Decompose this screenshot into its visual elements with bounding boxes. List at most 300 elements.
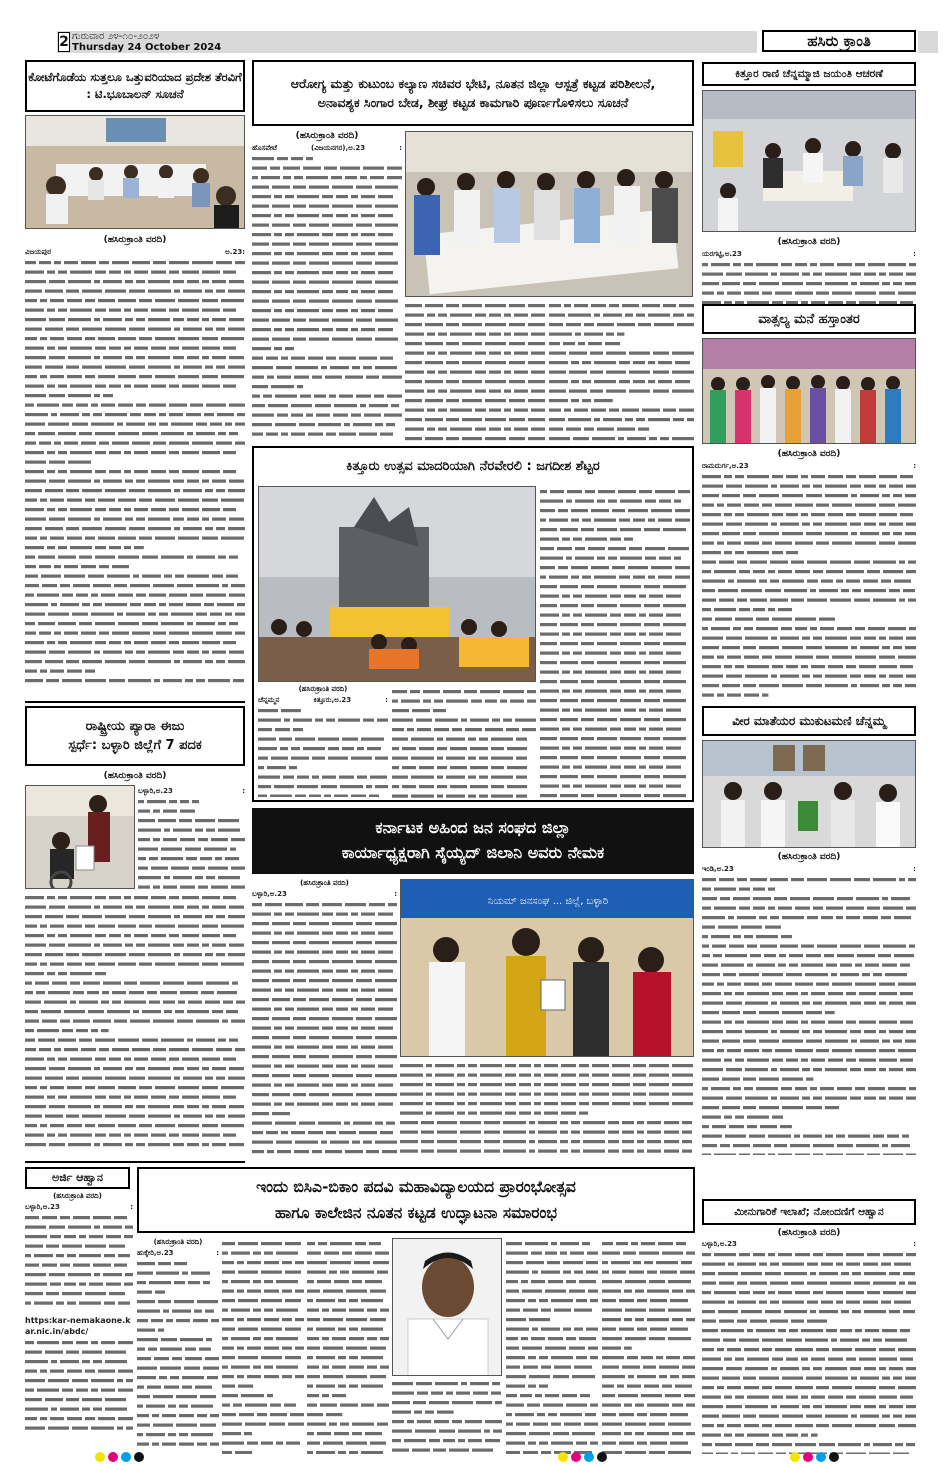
text-line-segment: [293, 186, 306, 189]
text-line-segment: [187, 1105, 199, 1108]
text-line-segment: [625, 1423, 646, 1426]
text-line-segment: [531, 1280, 545, 1283]
text-line-segment: [178, 499, 199, 502]
text-line-segment: [204, 848, 227, 851]
text-line-segment: [560, 661, 578, 664]
text-line-segment: [380, 1337, 389, 1340]
text-line-segment: [25, 963, 37, 966]
text-line-segment: [322, 214, 333, 217]
text-line-segment: [375, 224, 398, 227]
text-line-segment: [702, 675, 723, 678]
text-line-segment: [58, 470, 67, 473]
text-line-segment: [666, 671, 681, 674]
text-line-segment: [137, 1310, 160, 1313]
text-line-segment: [581, 528, 594, 531]
text-line-segment: [48, 613, 69, 616]
text-line-segment: [762, 1386, 772, 1389]
text-line-segment: [775, 1386, 792, 1389]
text-line-segment: [898, 1424, 916, 1427]
text-line-segment: [202, 318, 209, 321]
text-line-segment: [828, 992, 843, 995]
text-line-segment: [744, 983, 759, 986]
text-line-segment: [342, 747, 354, 750]
text-line-segment: [193, 1319, 208, 1322]
text-line-segment: [129, 366, 145, 369]
text-line-segment: [68, 518, 91, 521]
text-line-segment: [802, 637, 810, 640]
text-line-segment: [307, 1309, 319, 1312]
jana-sangha-body-a: [252, 890, 397, 1158]
text-line-segment: [836, 580, 843, 583]
text-line-segment: [702, 551, 721, 554]
text-line-segment: [222, 1375, 234, 1378]
text-line-segment: [711, 263, 730, 266]
text-line-segment: [322, 328, 333, 331]
text-line-segment: [359, 433, 377, 436]
text-line-segment: [202, 309, 220, 312]
text-line-segment: [129, 290, 145, 293]
text-line-segment: [608, 1131, 619, 1134]
text-line-segment: [702, 618, 712, 621]
text-line-segment: [581, 642, 594, 645]
text-line-segment: [312, 1150, 322, 1153]
text-line-segment: [639, 614, 646, 617]
text-line-segment: [318, 738, 339, 741]
text-line-segment: [85, 537, 95, 540]
text-line-segment: [675, 576, 690, 579]
text-line-segment: [594, 361, 616, 364]
text-line-segment: [739, 1291, 750, 1294]
text-line-segment: [52, 982, 67, 985]
text-line-segment: [252, 271, 271, 274]
text-line-segment: [768, 1253, 775, 1256]
text-line-segment: [136, 480, 145, 483]
text-line-segment: [160, 1348, 182, 1351]
text-line-segment: [649, 633, 663, 636]
text-line-segment: [826, 907, 843, 910]
text-line-segment: [417, 1420, 431, 1423]
text-line-segment: [775, 656, 792, 659]
text-line-segment: [336, 252, 348, 255]
text-line-segment: [202, 1134, 220, 1137]
text-line-segment: [252, 1027, 271, 1030]
text-line-segment: [285, 347, 294, 350]
text-line-segment: [791, 599, 804, 602]
text-line-segment: [155, 1291, 165, 1294]
text-line-segment: [702, 992, 721, 995]
text-line-segment: [807, 599, 827, 602]
text-line-segment: [182, 385, 199, 388]
text-line-segment: [282, 1318, 292, 1321]
text-line-segment: [281, 357, 288, 360]
text-line-segment: [597, 661, 617, 664]
text-line-segment: [806, 282, 822, 285]
text-line-segment: [421, 1121, 434, 1124]
text-line-segment: [564, 409, 571, 412]
text-line-segment: [854, 878, 870, 881]
text-line-segment: [435, 1102, 454, 1105]
text-line-segment: [169, 508, 179, 511]
text-line-segment: [67, 925, 82, 928]
text-line-segment: [435, 1074, 454, 1077]
text-line-segment: [702, 1377, 719, 1380]
text-line-segment: [624, 1404, 632, 1407]
text-line-segment: [549, 428, 563, 431]
text-line-segment: [807, 580, 818, 583]
text-line-segment: [900, 1059, 913, 1062]
text-line-segment: [174, 527, 180, 530]
text-line-segment: [285, 913, 294, 916]
text-line-segment: [795, 983, 813, 986]
text-line-segment: [124, 934, 131, 937]
text-line-segment: [34, 1254, 53, 1257]
text-line-segment: [94, 1105, 100, 1108]
text-line-segment: [91, 594, 98, 597]
text-line-segment: [744, 1348, 759, 1351]
text-line-segment: [720, 1144, 730, 1147]
text-line-segment: [38, 556, 55, 559]
text-line-segment: [370, 1318, 386, 1321]
text-line-segment: [846, 1301, 860, 1304]
text-line-segment: [263, 395, 272, 398]
text-line-segment: [375, 941, 397, 944]
text-line-segment: [293, 941, 306, 944]
text-line-segment: [825, 675, 847, 678]
text-line-segment: [780, 1030, 799, 1033]
text-line-segment: [64, 632, 78, 635]
text-line-segment: [727, 1049, 741, 1052]
text-line-segment: [356, 1055, 372, 1058]
text-line-segment: [726, 675, 742, 678]
text-line-segment: [597, 528, 617, 531]
text-line-segment: [620, 528, 641, 531]
text-line-segment: [188, 1001, 202, 1004]
text-line-segment: [612, 566, 625, 569]
text-line-segment: [889, 675, 903, 678]
text-line-segment: [351, 970, 358, 973]
college-body-c: [307, 1238, 389, 1454]
text-line-segment: [883, 570, 903, 573]
text-line-segment: [425, 323, 443, 326]
text-line-segment: [666, 652, 681, 655]
text-line-segment: [832, 983, 852, 986]
text-line-segment: [489, 333, 501, 336]
text-line-segment: [49, 394, 65, 397]
text-line-segment: [744, 627, 753, 630]
text-line-segment: [375, 366, 397, 369]
text-line-segment: [291, 404, 312, 407]
text-line-segment: [309, 186, 329, 189]
text-line-segment: [702, 916, 725, 919]
text-line-segment: [686, 1318, 695, 1321]
text-line-segment: [178, 1124, 199, 1127]
text-line-segment: [591, 509, 609, 512]
text-line-segment: [25, 499, 37, 502]
application-dateline: ಬಳ್ಳಾರಿ,ಅ.23 :: [25, 1203, 133, 1211]
text-line-segment: [169, 261, 189, 264]
text-line-segment: [58, 309, 67, 312]
text-line-segment: [309, 300, 329, 303]
text-line-segment: [70, 1001, 76, 1004]
text-line-segment: [191, 1272, 210, 1275]
text-line-segment: [346, 1442, 367, 1445]
text-line-segment: [188, 1281, 200, 1284]
text-line-segment: [492, 719, 500, 722]
text-line-segment: [894, 954, 914, 957]
text-line-segment: [229, 594, 245, 597]
text-line-segment: [741, 589, 762, 592]
text-line-segment: [563, 1271, 571, 1274]
text-line-segment: [503, 690, 524, 693]
text-line-segment: [252, 262, 269, 265]
text-line-segment: [855, 1424, 876, 1427]
text-line-segment: [782, 1377, 803, 1380]
text-line-segment: [370, 176, 384, 179]
text-line-segment: [881, 580, 891, 583]
text-line-segment: [221, 299, 244, 302]
text-line-segment: [294, 1150, 309, 1153]
text-line-segment: [228, 290, 245, 293]
text-line-segment: [369, 1242, 381, 1245]
text-line-segment: [218, 556, 226, 559]
text-line-segment: [811, 513, 825, 516]
text-line-segment: [392, 1430, 412, 1433]
text-line-segment: [610, 766, 621, 769]
text-line-segment: [505, 1112, 516, 1115]
text-line-segment: [739, 570, 750, 573]
text-line-segment: [786, 1339, 802, 1342]
text-line-segment: [762, 983, 772, 986]
text-line-segment: [663, 528, 686, 531]
text-line-segment: [231, 1020, 245, 1023]
text-line-segment: [194, 1310, 202, 1313]
text-line-segment: [202, 375, 218, 378]
text-line-segment: [592, 437, 615, 440]
text-line-segment: [571, 1131, 580, 1134]
text-line-segment: [166, 1319, 173, 1322]
kottur-dateline: ವಿಜಯಪುರ ಅ.23:: [25, 248, 245, 256]
text-line-segment: [461, 719, 467, 722]
text-line-segment: [169, 347, 179, 350]
text-line-segment: [252, 903, 262, 906]
text-line-segment: [905, 494, 916, 497]
text-line-segment: [40, 537, 47, 540]
text-line-segment: [882, 1329, 897, 1332]
text-line-segment: [142, 1010, 161, 1013]
college-body-e: [506, 1238, 598, 1454]
text-line-segment: [252, 281, 269, 284]
text-line-segment: [380, 1366, 389, 1369]
text-line-segment: [574, 409, 588, 412]
text-line-segment: [391, 404, 399, 407]
kottur-meeting-photo: [25, 115, 245, 229]
text-line-segment: [139, 963, 152, 966]
text-line-segment: [620, 775, 641, 778]
text-line-segment: [387, 176, 402, 179]
text-line-segment: [297, 385, 303, 388]
text-line-segment: [25, 413, 48, 416]
text-line-segment: [580, 1394, 590, 1397]
text-line-segment: [881, 1301, 891, 1304]
text-line-segment: [332, 300, 353, 303]
text-line-segment: [597, 718, 617, 721]
text-line-segment: [663, 304, 676, 307]
text-line-segment: [780, 945, 798, 948]
text-line-segment: [309, 319, 329, 322]
text-line-segment: [357, 747, 364, 750]
text-line-segment: [759, 1040, 779, 1043]
text-line-segment: [782, 494, 803, 497]
text-line-segment: [506, 1309, 520, 1312]
text-line-segment: [148, 1115, 171, 1118]
text-line-segment: [183, 1077, 202, 1080]
text-line-segment: [180, 1338, 203, 1341]
text-line-segment: [205, 1001, 220, 1004]
text-line-segment: [202, 641, 220, 644]
text-line-segment: [437, 738, 443, 741]
text-line-segment: [903, 1272, 915, 1275]
text-line-segment: [782, 1301, 804, 1304]
text-line-segment: [107, 575, 130, 578]
text-line-segment: [320, 1404, 337, 1407]
text-line-segment: [702, 532, 719, 535]
text-line-segment: [560, 623, 578, 626]
text-line-segment: [67, 1417, 82, 1420]
text-line-segment: [768, 1135, 791, 1138]
text-line-segment: [900, 1396, 913, 1399]
text-line-segment: [180, 810, 195, 813]
text-line-segment: [95, 641, 106, 644]
text-line-segment: [717, 542, 724, 545]
text-line-segment: [506, 1366, 520, 1369]
text-line-segment: [281, 433, 288, 436]
text-line-segment: [137, 1405, 143, 1408]
text-line-segment: [252, 385, 268, 388]
text-line-segment: [67, 1254, 76, 1257]
text-line-segment: [58, 972, 67, 975]
text-line-segment: [25, 489, 42, 492]
text-line-segment: [356, 1093, 372, 1096]
text-line-segment: [164, 575, 172, 578]
text-line-segment: [231, 1309, 250, 1312]
text-line-segment: [859, 513, 876, 516]
text-line-segment: [506, 1280, 518, 1283]
text-line-segment: [856, 1144, 879, 1147]
text-line-segment: [649, 652, 663, 655]
text-line-segment: [322, 989, 333, 992]
text-line-segment: [579, 1112, 588, 1115]
text-line-segment: [361, 913, 375, 916]
text-line-segment: [138, 848, 158, 851]
text-line-segment: [353, 423, 372, 426]
text-line-segment: [465, 728, 482, 731]
text-line-segment: [126, 613, 145, 616]
text-line-segment: [361, 970, 375, 973]
text-line-segment: [790, 897, 810, 900]
text-line-segment: [223, 1001, 233, 1004]
text-line-segment: [99, 442, 109, 445]
text-line-segment: [126, 423, 145, 426]
text-line-segment: [72, 1427, 88, 1430]
text-line-segment: [140, 982, 160, 985]
jana-sangha-body-b: [400, 1060, 694, 1158]
text-line-segment: [419, 747, 434, 750]
text-line-segment: [780, 1002, 799, 1005]
text-line-segment: [647, 1150, 661, 1153]
text-line-segment: [25, 470, 44, 473]
text-line-segment: [70, 972, 92, 975]
text-line-segment: [50, 1235, 61, 1238]
text-line-segment: [438, 409, 447, 412]
text-line-segment: [602, 1299, 616, 1302]
text-line-segment: [330, 1261, 351, 1264]
text-line-segment: [322, 970, 333, 973]
text-line-segment: [527, 700, 536, 703]
text-line-segment: [25, 375, 37, 378]
text-line-segment: [653, 371, 669, 374]
text-line-segment: [485, 342, 506, 345]
text-line-segment: [460, 1121, 481, 1124]
text-line-segment: [894, 1301, 911, 1304]
text-line-segment: [744, 292, 759, 295]
text-line-segment: [25, 508, 44, 511]
text-line-segment: [446, 757, 465, 760]
text-line-segment: [25, 1292, 43, 1295]
text-line-segment: [882, 282, 890, 285]
text-line-segment: [202, 1105, 209, 1108]
text-line-segment: [772, 1021, 783, 1024]
text-line-segment: [468, 1439, 482, 1442]
text-line-segment: [68, 1067, 91, 1070]
text-line-segment: [649, 1093, 669, 1096]
text-line-segment: [70, 1134, 92, 1137]
text-line-segment: [282, 1290, 292, 1293]
text-line-segment: [98, 1124, 115, 1127]
text-line-segment: [900, 665, 913, 668]
text-line-segment: [334, 1280, 349, 1283]
text-line-segment: [573, 785, 582, 788]
text-line-segment: [899, 599, 905, 602]
text-line-segment: [516, 757, 527, 760]
text-line-segment: [258, 719, 281, 722]
text-line-segment: [158, 1262, 171, 1265]
text-line-segment: [540, 642, 557, 645]
veera-credit: (ಹಸಿರುಕ್ರಾಂತಿ ವರದಿ): [777, 852, 841, 862]
text-line-segment: [269, 1423, 285, 1426]
text-line-segment: [70, 508, 92, 511]
text-line-segment: [25, 925, 37, 928]
text-line-segment: [25, 527, 42, 530]
text-line-segment: [93, 1264, 111, 1267]
text-line-segment: [134, 546, 144, 549]
text-line-segment: [503, 1121, 526, 1124]
text-line-segment: [338, 1385, 346, 1388]
text-line-segment: [49, 1226, 65, 1229]
text-line-segment: [647, 1432, 669, 1435]
text-line-segment: [309, 795, 321, 798]
text-line-segment: [506, 1347, 519, 1350]
text-line-segment: [274, 1046, 282, 1049]
text-line-segment: [274, 252, 282, 255]
text-line-segment: [129, 953, 145, 956]
text-line-segment: [549, 380, 568, 383]
text-line-segment: [156, 1272, 179, 1275]
text-line-segment: [504, 352, 511, 355]
text-line-segment: [679, 409, 694, 412]
text-line-segment: [622, 1140, 634, 1143]
text-line-segment: [267, 766, 286, 769]
text-line-segment: [272, 1074, 290, 1077]
